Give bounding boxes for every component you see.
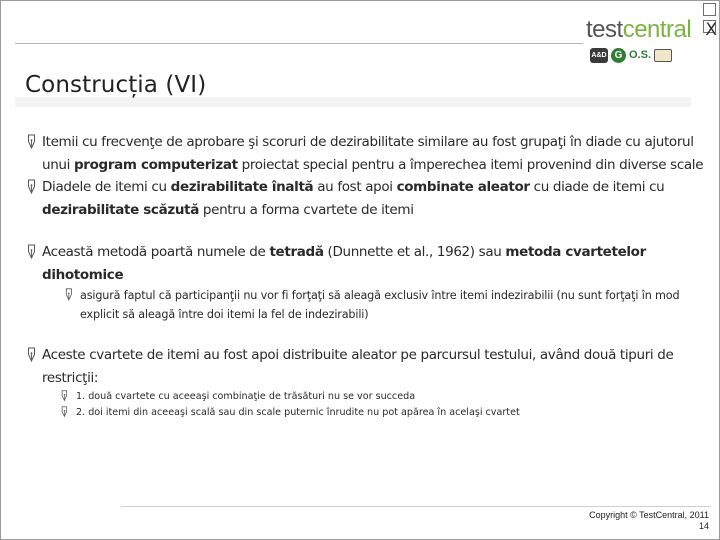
bullet-bold: program computerizat [73,156,238,173]
bullet-text: cu diade de itemi cu [529,179,665,195]
partner-logos [590,46,672,64]
bullet-bold: dezirabilitate înaltă [170,179,314,195]
restore-button[interactable] [703,3,716,16]
sub-bullet-text: 1. două cvartete cu aceeaşi combinaţie de trăsături nu se vor succeda [76,391,416,402]
bullet-item [27,176,707,221]
bullet-text: (Dunnette et al., 1962) sau [323,244,506,260]
sub-bullet-item [61,405,707,421]
footer-divider [121,506,711,507]
sub-bullet-item [65,286,707,324]
title-band [15,97,691,107]
copyright-text: Copyright © TestCentral, 2011 [589,510,709,520]
bullet-text: Diadele de itemi cu [42,179,171,195]
slide-body [27,131,707,421]
bullet-text: Itemii cu frecvenţe de aprobare şi scoruri de dezirabilitate similare au fost grupaţi în diade cu ajutorul unui [42,134,694,173]
bullet-item [27,131,707,176]
bullet-text: pentru a forma cvartete de itemi [198,201,414,218]
spacer [27,221,707,241]
page-number: 14 [698,521,709,531]
logo-test: test [586,16,623,43]
header-divider [15,43,583,44]
pen-nib-icon [61,406,68,417]
bullet-item [27,241,707,286]
sub-bullet-list [61,389,707,421]
slide-title: Construcția (VI) [25,72,207,98]
bullet-item [27,344,707,389]
gos-label: O.S. [629,49,652,61]
pen-nib-icon [27,134,36,149]
pen-nib-icon [61,390,68,401]
pen-nib-icon [27,244,36,259]
testcentral-logo [586,15,698,67]
pen-nib-icon [27,347,36,362]
bullet-bold: dezirabilitate scăzută [42,201,199,218]
close-icon[interactable]: X [705,20,717,40]
pen-nib-icon [27,179,36,194]
bullet-bold: combinate aleator [396,179,530,195]
bullet-bold: tetradă [269,244,324,260]
sub-bullet-text: asigură faptul că participanţii nu vor fi forţaţi să aleagă exclusiv între itemi indezirabilii (nu sunt forţaţi în mod explicit să aleagă între doi itemi la fel de indezirabili) [80,289,680,321]
bullet-text: proiectat special pentru a împerechea itemi provenind din diverse scale [237,156,704,173]
bullet-bold: metoda cvartetelor dihotomice [42,244,646,283]
sub-bullet-item [61,389,707,405]
book-icon [654,49,672,62]
bullet-text: au fost apoi [313,179,397,195]
bullet-text: Aceste cvartete de itemi au fost apoi distribuite aleator pe parcursul testului, având două tipuri de restricţii: [42,347,674,386]
partner-badge-icon: A&D [590,48,608,63]
sub-bullet-text: 2. doi itemi din aceeaşi scală sau din scale puternic înrudite nu pot apărea în acelaşi cvartet [76,407,520,418]
sub-bullet-list [65,286,707,324]
gos-g-icon: G [611,48,626,63]
logo-wordmark [586,15,691,45]
logo-central: central [622,16,692,43]
bullet-text: Această metodă poartă numele de [42,244,270,260]
pen-nib-icon [65,288,73,301]
spacer [27,324,707,344]
